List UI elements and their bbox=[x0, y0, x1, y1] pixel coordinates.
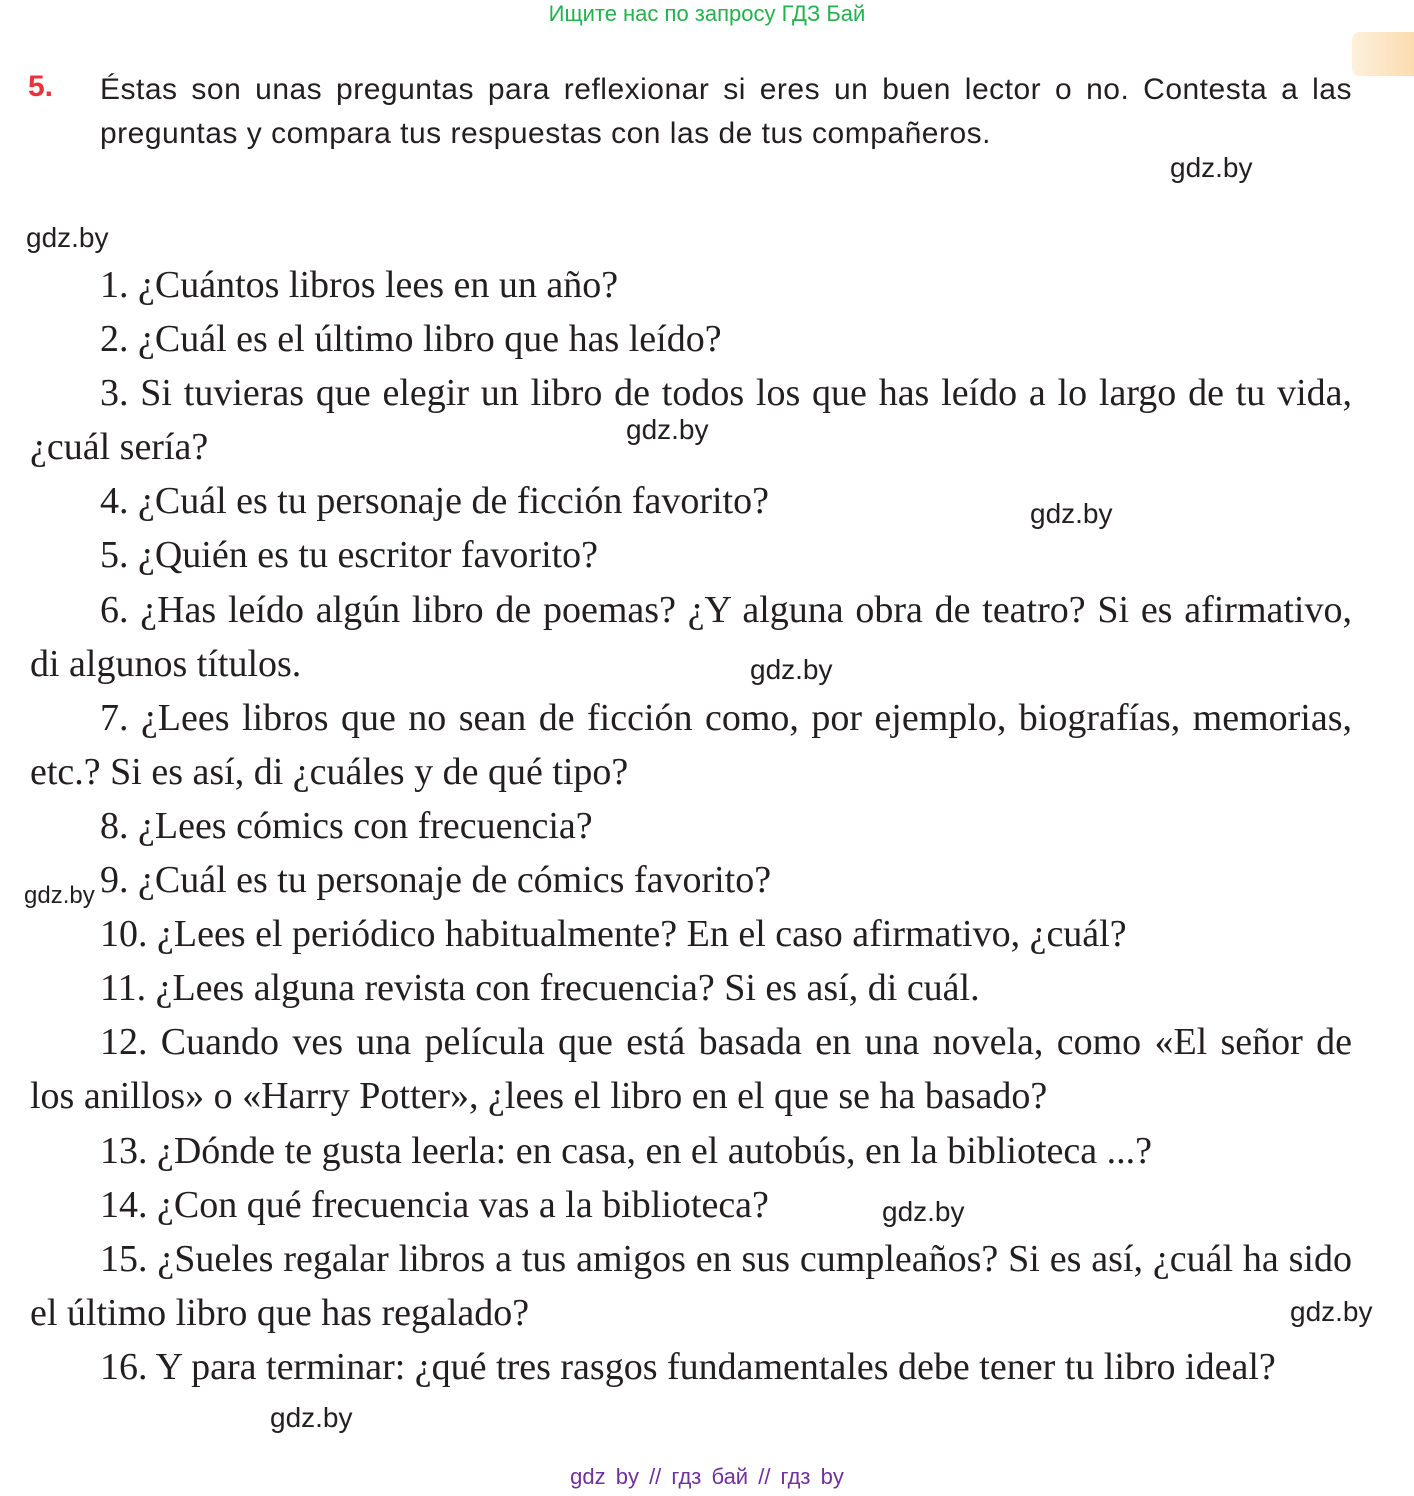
watermark: gdz.by bbox=[1170, 152, 1253, 183]
question-item: 13. ¿Dónde te gusta leerla: en casa, en el autobús, en la biblioteca ...? bbox=[100, 1129, 1152, 1172]
watermark: gdz.by bbox=[1290, 1296, 1373, 1327]
watermark: gdz.by bbox=[24, 882, 95, 909]
question-item: 5. ¿Quién es tu escritor favorito? bbox=[100, 534, 599, 577]
question-item: 11. ¿Lees alguna revista con frecuencia? Si es así, di cuál. bbox=[100, 967, 980, 1010]
footer-links[interactable]: gdz by // гдз бай // гдз by bbox=[570, 1464, 844, 1489]
watermark: gdz.by bbox=[750, 654, 833, 685]
watermark: gdz.by bbox=[882, 1196, 965, 1227]
question-item: 3. Si tuvieras que elegir un libro de todos los que has leído a lo largo de tu vida, ¿cuál sería? bbox=[30, 372, 1352, 469]
question-item: 6. ¿Has leído algún libro de poemas? ¿Y alguna obra de teatro? Si es afirmativo, di algunos títulos. bbox=[30, 588, 1352, 685]
question-item: 8. ¿Lees cómics con frecuencia? bbox=[100, 804, 593, 847]
question-item: 14. ¿Con qué frecuencia vas a la biblioteca? bbox=[100, 1183, 769, 1226]
watermark: gdz.by bbox=[626, 414, 709, 445]
question-item: 12. Cuando ves una película que está basada en una novela, como «El señor de los anillos» o «Harry Potter», ¿lees el libro en el que se ha basado? bbox=[30, 1021, 1352, 1118]
watermark: gdz.by bbox=[1030, 498, 1113, 529]
watermark: gdz.by bbox=[26, 222, 109, 253]
question-item: 7. ¿Lees libros que no sean de ficción como, por ejemplo, biografías, memorias, etc.? Si es así, di ¿cuáles y de qué tipo? bbox=[30, 696, 1352, 793]
top-banner[interactable]: Ищите нас по запросу ГДЗ Бай bbox=[548, 1, 866, 26]
question-item: 1. ¿Cuántos libros lees en un año? bbox=[100, 264, 619, 306]
question-item: 4. ¿Cuál es tu personaje de ficción favorito? bbox=[100, 480, 769, 523]
page-corner-tab bbox=[1352, 32, 1414, 76]
question-item: 9. ¿Cuál es tu personaje de cómics favorito? bbox=[100, 859, 772, 902]
question-item: 15. ¿Sueles regalar libros a tus amigos en sus cumpleaños? Si es así, ¿cuál ha sido el último libro que has regalado? bbox=[30, 1237, 1352, 1334]
exercise-number: 5. bbox=[28, 70, 54, 103]
question-item: 2. ¿Cuál es el último libro que has leído? bbox=[100, 318, 722, 361]
question-item: 10. ¿Lees el periódico habitualmente? En el caso afirmativo, ¿cuál? bbox=[100, 913, 1127, 956]
question-item: 16. Y para terminar: ¿qué tres rasgos fundamentales debe tener tu libro ideal? bbox=[100, 1345, 1276, 1388]
watermark: gdz.by bbox=[270, 1402, 353, 1433]
exercise-instruction: Éstas son unas preguntas para reflexionar si eres un buen lector o no. Contesta a las preguntas y compara tus respuestas con las de tus compañeros. bbox=[100, 73, 1352, 150]
